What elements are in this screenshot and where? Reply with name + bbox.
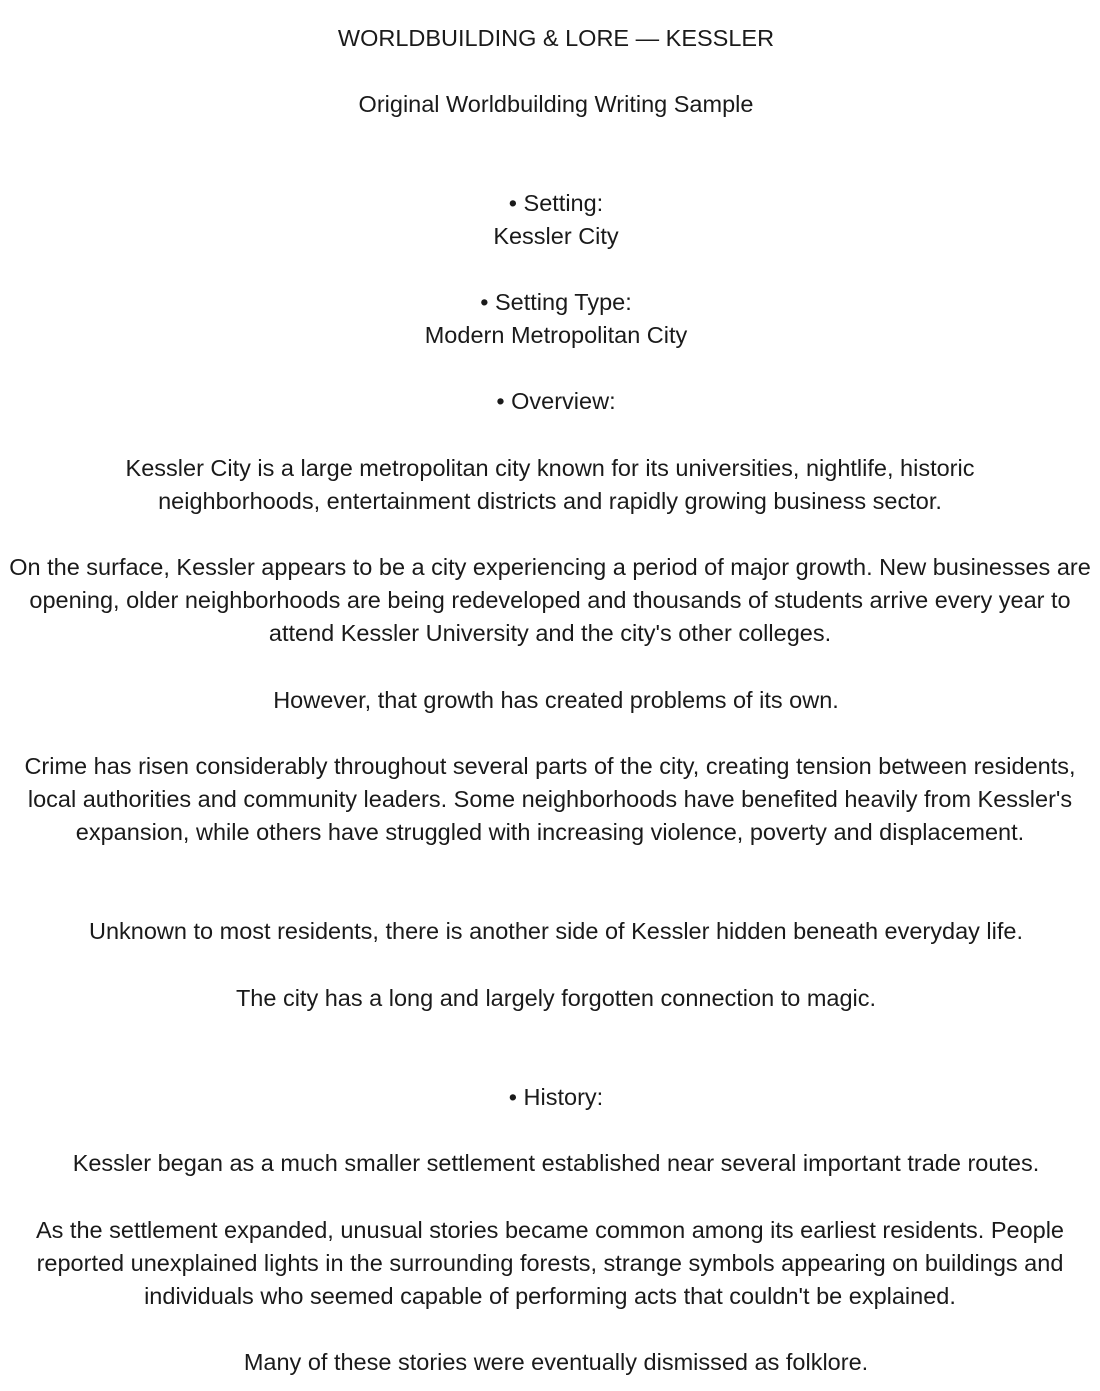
setting-type-value: Modern Metropolitan City (424, 322, 688, 348)
overview-paragraph: Unknown to most residents, there is another side of Kessler hidden beneath everyday life. (89, 918, 1023, 944)
overview-paragraph: Crime has risen considerably throughout several parts of the city, creating tension between residents, local authorities and community leaders. Some neighborhoods have benefited heavily from Kessler's expansion, while others have struggled with increasing violence, poverty and displacement. (24, 753, 1076, 845)
document-subtitle: Original Worldbuilding Writing Sample (358, 91, 754, 117)
setting-heading: • Setting: (508, 190, 604, 216)
document-title: WORLDBUILDING & LORE — KESSLER (337, 25, 775, 51)
setting-value: Kessler City (493, 223, 619, 249)
history-paragraph: Kessler began as a much smaller settlement established near several important trade routes. (72, 1150, 1040, 1176)
overview-paragraph: The city has a long and largely forgotten connection to magic. (235, 985, 877, 1011)
overview-paragraph: On the surface, Kessler appears to be a city experiencing a period of major growth. New businesses are opening, older neighborhoods are being redeveloped and thousands of students arrive every year to attend Kessler University and the city's other colleges. (9, 554, 1091, 646)
history-heading: • History: (508, 1084, 604, 1110)
history-paragraph: Many of these stories were eventually dismissed as folklore. (243, 1349, 869, 1375)
overview-paragraph: However, that growth has created problems of its own. (273, 687, 839, 713)
overview-paragraph: Kessler City is a large metropolitan city known for its universities, nightlife, historic neighborhoods, entertainment districts and rapidly growing business sector. (125, 455, 975, 514)
overview-heading: • Overview: (496, 388, 616, 414)
history-paragraph: As the settlement expanded, unusual stories became common among its earliest residents. People reported unexplained lights in the surrounding forests, strange symbols appearing on buildings and individuals who seemed capable of performing acts that couldn't be explained. (35, 1217, 1065, 1309)
setting-type-heading: • Setting Type: (480, 289, 632, 315)
